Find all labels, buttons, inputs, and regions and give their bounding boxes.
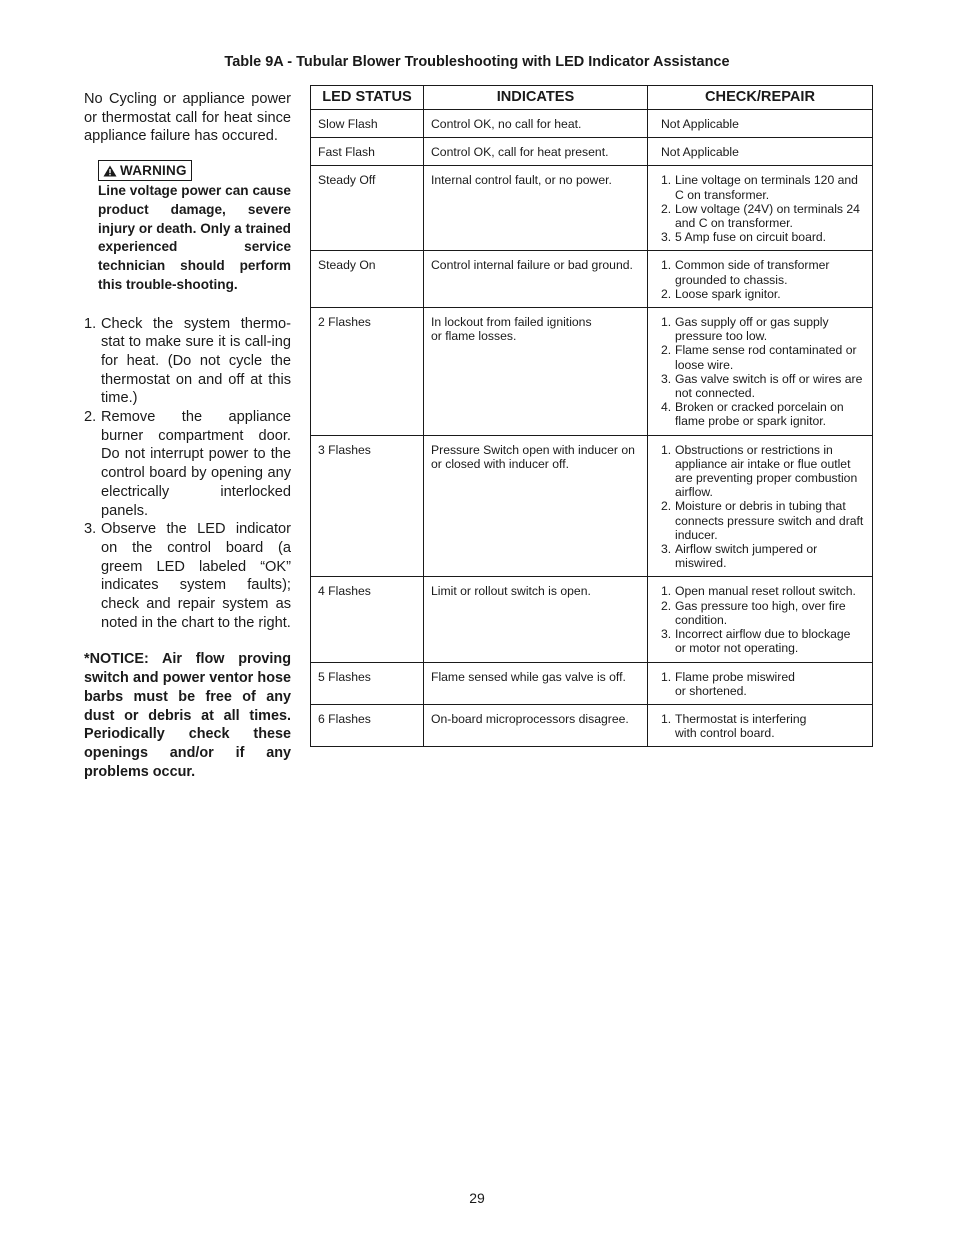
repair-item-text: Incorrect airflow due to blockage or motor not operating. — [675, 627, 851, 656]
repair-item-number: 3. — [661, 230, 672, 245]
repair-item — [661, 627, 864, 655]
repair-item-number: 1. — [661, 711, 672, 726]
warning-label — [98, 160, 192, 181]
header-indicates: INDICATES — [424, 86, 648, 110]
cell-led-status: 6 Flashes — [311, 704, 424, 746]
repair-item-number: 3. — [661, 371, 672, 386]
repair-item-number: 2. — [661, 598, 672, 613]
cell-check-repair — [648, 704, 873, 746]
repair-list — [661, 712, 864, 740]
table-title: Table 9A - Tubular Blower Troubleshooting with LED Indicator Assistance — [224, 54, 730, 70]
repair-item-number: 1. — [661, 173, 672, 188]
repair-item-text: Gas pressure too high, over fire condition. — [675, 598, 846, 627]
repair-item-text: Flame sense rod contaminated or loose wire. — [675, 343, 857, 372]
warning-triangle-icon — [103, 165, 117, 177]
cell-led-status: Fast Flash — [311, 138, 424, 166]
table-row — [311, 704, 873, 746]
cell-indicates: Control OK, no call for heat. — [424, 110, 648, 138]
repair-item — [661, 173, 864, 201]
step-text: Observe the LED indicator on the control board (a greem LED labeled “OK” indicates system faults); check and repair system as noted in the chart to the right. — [101, 521, 291, 631]
instructions-column — [84, 90, 291, 781]
table-header-row — [311, 86, 873, 110]
repair-item-text: Loose spark ignitor. — [675, 286, 781, 301]
repair-item-number: 1. — [661, 669, 672, 684]
table-row — [311, 662, 873, 704]
cell-check-repair — [648, 577, 873, 662]
page-number: 29 — [469, 1190, 485, 1206]
repair-item — [661, 287, 864, 301]
repair-item-text: Airflow switch jumpered or miswired. — [675, 542, 818, 571]
cell-led-status: 5 Flashes — [311, 662, 424, 704]
repair-list — [661, 315, 864, 429]
repair-item-text: 5 Amp fuse on circuit board. — [675, 230, 827, 245]
repair-item — [661, 670, 864, 698]
step-number: 1. — [84, 315, 97, 332]
cell-check-repair — [648, 251, 873, 308]
cell-indicates: On-board microprocessors disagree. — [424, 704, 648, 746]
repair-item — [661, 258, 864, 286]
table-row — [311, 166, 873, 251]
repair-item-text: Obstructions or restrictions in appliance air intake or flue outlet are preventing proper combustion airflow. — [675, 442, 858, 500]
repair-item-text: Line voltage on terminals 120 and C on transformer. — [675, 173, 858, 202]
step-item — [84, 315, 291, 409]
header-check-repair: CHECK/REPAIR — [648, 86, 873, 110]
cell-indicates: Control OK, call for heat present. — [424, 138, 648, 166]
repair-list — [661, 584, 864, 655]
cell-check-repair: Not Applicable — [648, 110, 873, 138]
repair-list — [661, 258, 864, 301]
repair-item — [661, 372, 864, 400]
cell-indicates: In lockout from failed ignitions or flame losses. — [424, 308, 648, 436]
repair-item-number: 3. — [661, 627, 672, 642]
repair-item-text: Low voltage (24V) on terminals 24 and C on transformer. — [675, 201, 860, 231]
cell-led-status: 4 Flashes — [311, 577, 424, 662]
repair-item-number: 1. — [661, 258, 672, 273]
cell-check-repair — [648, 435, 873, 577]
notice-text: *NOTICE: Air flow proving switch and power ventor hose barbs must be free of any dust or debris at all times. Periodically check these openings and/or if any problems occur. — [84, 651, 291, 780]
repair-item-text: Open manual reset rollout switch. — [675, 584, 856, 599]
cell-led-status: 3 Flashes — [311, 435, 424, 577]
repair-item-number: 4. — [661, 400, 672, 415]
repair-list — [661, 173, 864, 244]
repair-item-text: Flame probe miswired or shortened. — [675, 669, 795, 698]
repair-item — [661, 443, 864, 500]
repair-item — [661, 599, 864, 627]
header-led-status: LED STATUS — [311, 86, 424, 110]
repair-item — [661, 315, 864, 343]
table-row — [311, 308, 873, 436]
repair-item-number: 1. — [661, 584, 672, 599]
step-text: Check the system thermo-stat to make sure it is call-ing for heat. (Do not cycle the thermostat on and off at this time.) — [101, 315, 291, 407]
warning-text: Line voltage power can cause product damage, severe injury or death. Only a trained experienced service technician should perform this trouble-shooting. — [98, 183, 291, 292]
cell-indicates: Flame sensed while gas valve is off. — [424, 662, 648, 704]
step-item — [84, 520, 291, 632]
cell-check-repair — [648, 662, 873, 704]
repair-item-number: 1. — [661, 315, 672, 330]
repair-item — [661, 584, 864, 598]
repair-list — [661, 670, 864, 698]
repair-list — [661, 443, 864, 571]
repair-item-number: 2. — [661, 286, 672, 301]
repair-item — [661, 712, 864, 740]
repair-item — [661, 400, 864, 428]
cell-indicates: Limit or rollout switch is open. — [424, 577, 648, 662]
cell-led-status: Steady Off — [311, 166, 424, 251]
repair-item-text: Moisture or debris in tubing that connects pressure switch and draft inducer. — [675, 499, 864, 542]
table-row — [311, 435, 873, 577]
repair-item-number: 3. — [661, 542, 672, 557]
led-troubleshooting-table — [310, 85, 873, 747]
cell-indicates: Control internal failure or bad ground. — [424, 251, 648, 308]
repair-item — [661, 343, 864, 371]
repair-item — [661, 499, 864, 542]
repair-item-text: Common side of transformer grounded to chassis. — [675, 258, 830, 287]
warning-label-text: WARNING — [120, 163, 187, 179]
cell-check-repair — [648, 308, 873, 436]
steps-list — [84, 315, 291, 633]
step-number: 3. — [84, 521, 97, 538]
cell-check-repair: Not Applicable — [648, 138, 873, 166]
repair-item-number: 2. — [661, 201, 672, 216]
warning-block — [98, 160, 291, 294]
cell-led-status: 2 Flashes — [311, 308, 424, 436]
step-text: Remove the appliance burner compartment door. Do not interrupt power to the control board by opening any electrically interlocked panels. — [101, 409, 291, 519]
step-item — [84, 408, 291, 520]
repair-item — [661, 202, 864, 230]
table-body — [311, 110, 873, 747]
repair-item-number: 2. — [661, 499, 672, 514]
repair-item — [661, 542, 864, 570]
table-row — [311, 577, 873, 662]
intro-text: No Cycling or appliance power or thermostat call for heat since appliance failure has occured. — [84, 91, 291, 145]
table-row — [311, 251, 873, 308]
repair-item — [661, 230, 864, 244]
cell-led-status: Slow Flash — [311, 110, 424, 138]
cell-led-status: Steady On — [311, 251, 424, 308]
repair-item-text: Thermostat is interfering with control board. — [675, 711, 807, 741]
repair-item-text: Broken or cracked porcelain on flame probe or spark ignitor. — [675, 400, 844, 429]
repair-item-text: Gas valve switch is off or wires are not connected. — [675, 371, 863, 401]
repair-item-number: 1. — [661, 442, 672, 457]
cell-indicates: Pressure Switch open with inducer on or closed with inducer off. — [424, 435, 648, 577]
repair-item-number: 2. — [661, 343, 672, 358]
table-row — [311, 138, 873, 166]
table-row — [311, 110, 873, 138]
repair-item-text: Gas supply off or gas supply pressure too low. — [675, 315, 829, 344]
cell-indicates: Internal control fault, or no power. — [424, 166, 648, 251]
step-number: 2. — [84, 409, 97, 426]
cell-check-repair — [648, 166, 873, 251]
